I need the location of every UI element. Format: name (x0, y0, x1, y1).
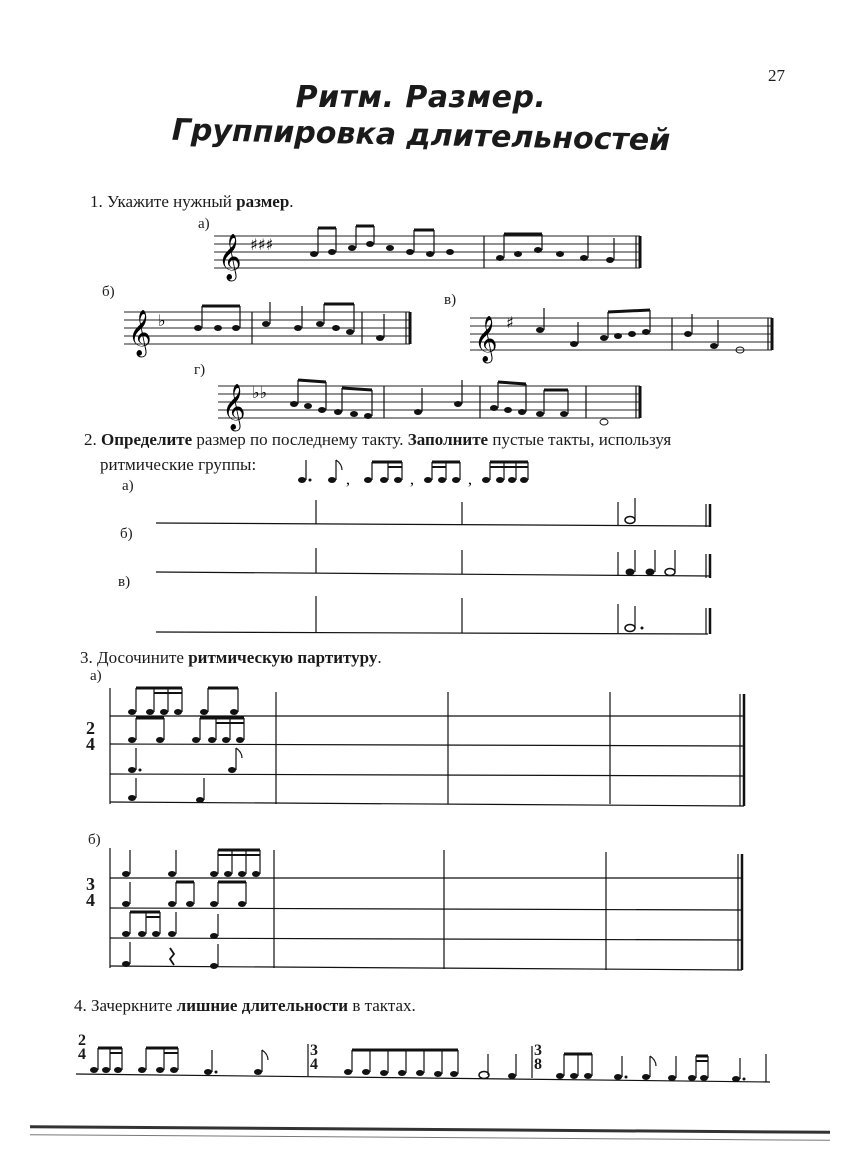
task2-rhythm-lines (156, 496, 716, 641)
task4-rhythm-line (76, 1030, 776, 1092)
svg-text:♭: ♭ (158, 311, 166, 330)
treble-clef-icon: 𝄞 (128, 310, 152, 356)
task2-label-b: б) (120, 526, 133, 542)
task1-label-a: а) (198, 216, 210, 232)
task3-number: 3. (80, 648, 93, 667)
task4-number: 4. (74, 996, 87, 1015)
task2-label-v: в) (118, 574, 131, 590)
task3-text: Досочините (97, 648, 189, 667)
task2-keyword-2: Заполните (407, 430, 489, 449)
task2-number: 2. (84, 430, 97, 449)
task3-heading (80, 648, 382, 668)
task2-label-a: а) (122, 478, 134, 494)
time-signature-3a (86, 720, 95, 752)
time-sig-top: 3 (310, 1042, 318, 1059)
task3-keyword: ритмическую партитуру (188, 648, 378, 667)
task4-heading (74, 996, 416, 1016)
page-subtitle: Группировка длительностей (171, 112, 671, 159)
task1-label-v: в) (444, 292, 457, 308)
task1-number: 1. (90, 192, 103, 211)
svg-text:♯♯♯: ♯♯♯ (250, 235, 274, 254)
task2-line2: ритмические группы: (100, 455, 257, 474)
task2-text-2: пустые такты, используя (488, 430, 672, 449)
task2-keyword-1: Определите (101, 430, 193, 449)
time-sig-top: 2 (86, 718, 95, 738)
time-sig-bottom: 4 (310, 1056, 318, 1073)
time-sig-bottom: 8 (534, 1056, 542, 1073)
time-sig-top: 3 (86, 874, 95, 894)
task4-text: Зачеркните (91, 996, 177, 1015)
staff-1b (124, 300, 414, 356)
task2-heading (84, 430, 671, 450)
time-sig-bottom: 4 (78, 1046, 86, 1063)
task3-period: . (377, 648, 382, 667)
page-bottom-edge (30, 1125, 830, 1141)
svg-text:,: , (468, 471, 472, 488)
treble-clef-icon: 𝄞 (222, 384, 246, 430)
task1-text: Укажите нужный (107, 192, 237, 211)
time-sig-top: 2 (78, 1032, 86, 1049)
treble-clef-icon: 𝄞 (474, 316, 498, 362)
time-sig-bottom: 4 (86, 734, 95, 754)
rhythm-groups (296, 458, 526, 488)
staff-1a (214, 224, 644, 280)
time-signature-3b (86, 876, 95, 908)
svg-text:♭♭: ♭♭ (252, 383, 268, 402)
task4-keyword: лишние длительности (176, 996, 349, 1015)
task1-period: . (289, 192, 294, 211)
page-title: Ритм. Размер. (295, 80, 547, 115)
task3-label-a: а) (90, 668, 102, 684)
svg-text:,: , (346, 471, 350, 488)
time-sig-bottom: 4 (86, 890, 95, 910)
task1-label-b: б) (102, 284, 115, 300)
time-sig-top: 3 (534, 1042, 542, 1059)
page-number: 27 (768, 66, 785, 85)
task3-label-b: б) (88, 832, 101, 848)
task4-text-end: в тактах. (348, 996, 416, 1015)
task1-label-g: г) (194, 362, 206, 378)
svg-text:,: , (410, 471, 414, 488)
svg-text:♯: ♯ (506, 313, 514, 332)
treble-clef-icon: 𝄞 (218, 234, 242, 280)
task1-keyword: размер (236, 192, 290, 211)
staff-1v (470, 306, 776, 366)
task1-heading (90, 192, 294, 212)
task2-text-1: размер по последнему такту. (192, 430, 408, 449)
task3-score-grid (100, 682, 750, 982)
staff-1g (218, 374, 644, 434)
